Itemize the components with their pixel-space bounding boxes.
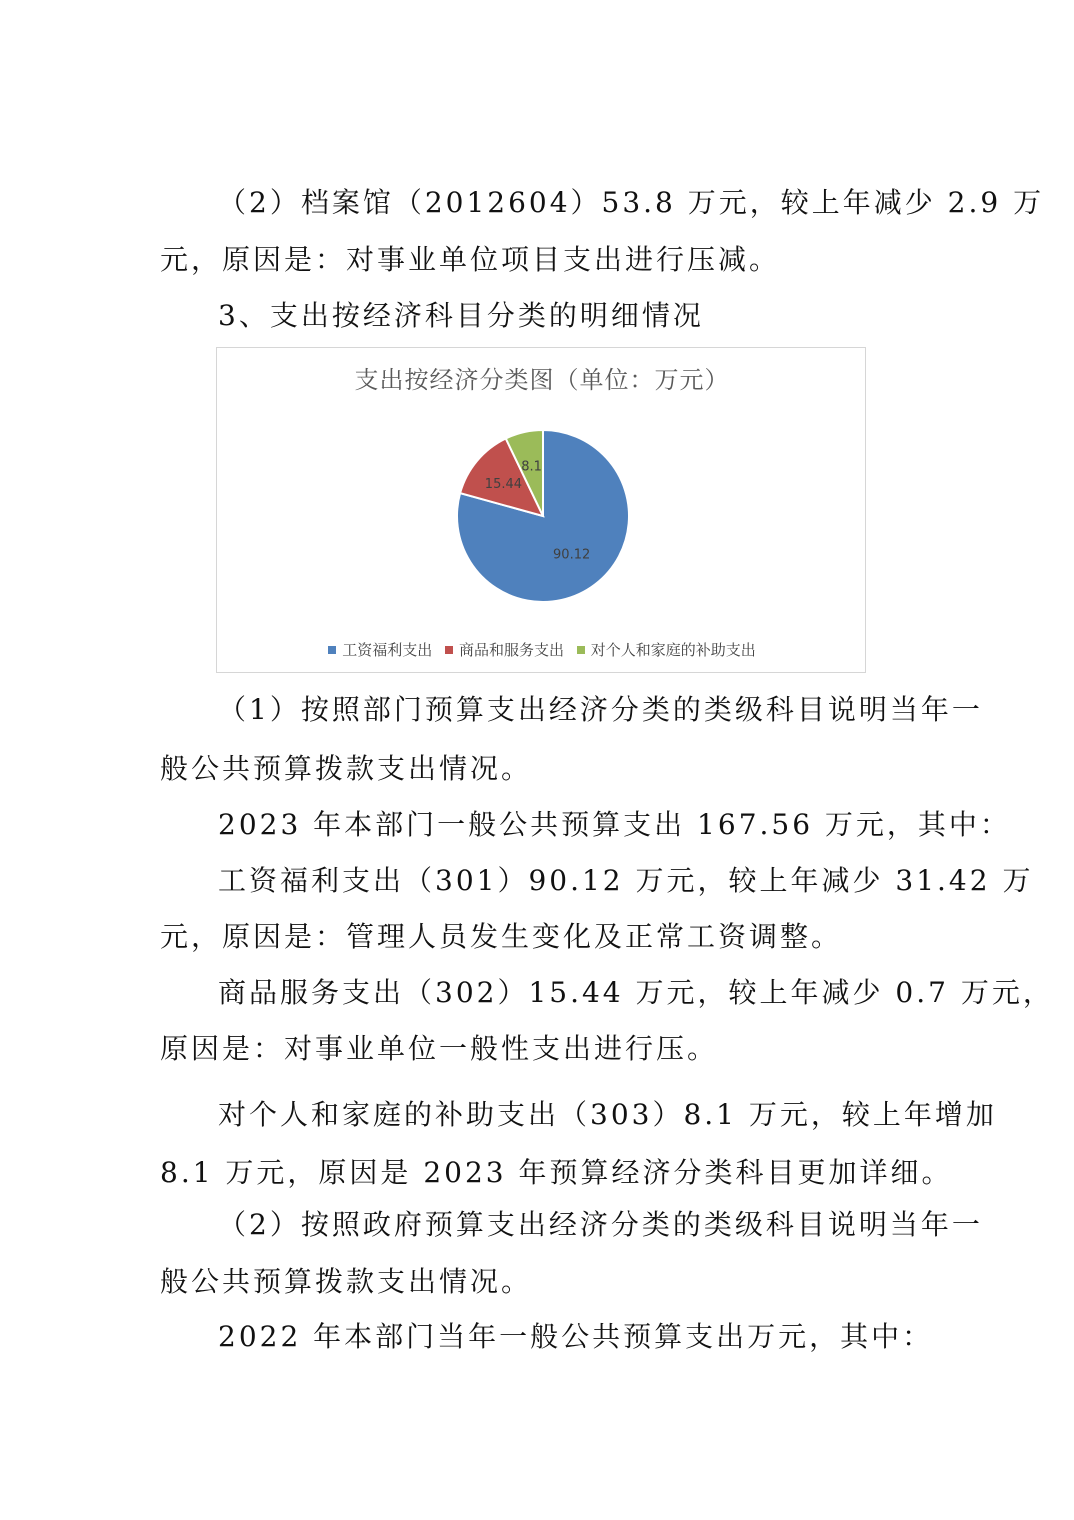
legend-item bbox=[328, 639, 432, 660]
paragraph-line: （2）按照政府预算支出经济分类的类级科目说明当年一 bbox=[218, 1208, 983, 1241]
paragraph-line: 对个人和家庭的补助支出（303）8.1 万元，较上年增加 bbox=[218, 1098, 997, 1131]
paragraph-line: 元，原因是：管理人员发生变化及正常工资调整。 bbox=[160, 920, 843, 953]
pie-chart bbox=[216, 347, 866, 673]
section-heading: 3、支出按经济科目分类的明细情况 bbox=[218, 299, 704, 332]
legend-label: 工资福利支出 bbox=[342, 641, 433, 659]
pie-data-label: 90.12 bbox=[553, 547, 591, 563]
legend-item bbox=[445, 639, 564, 660]
pie-data-label: 15.44 bbox=[484, 476, 523, 492]
paragraph-line: 般公共预算拨款支出情况。 bbox=[160, 1265, 533, 1298]
paragraph-line: 2022 年本部门当年一般公共预算支出万元，其中： bbox=[218, 1320, 934, 1353]
chart-title: 支出按经济分类图（单位：万元） bbox=[354, 366, 730, 394]
paragraph-line: 元，原因是：对事业单位项目支出进行压减。 bbox=[160, 243, 781, 276]
paragraph-line: 原因是：对事业单位一般性支出进行压。 bbox=[160, 1032, 719, 1065]
pie-chart-plot bbox=[217, 348, 867, 674]
legend-item bbox=[577, 639, 756, 660]
paragraph-line: 般公共预算拨款支出情况。 bbox=[160, 752, 533, 785]
paragraph-line: 工资福利支出（301）90.12 万元，较上年减少 31.42 万 bbox=[218, 864, 1034, 897]
chart-legend bbox=[217, 639, 867, 660]
legend-label: 商品和服务支出 bbox=[458, 641, 564, 659]
paragraph-line: 商品服务支出（302）15.44 万元，较上年减少 0.7 万元， bbox=[218, 976, 1054, 1009]
paragraph-line: （2）档案馆（2012604）53.8 万元，较上年减少 2.9 万 bbox=[218, 186, 1045, 219]
paragraph-line: （1）按照部门预算支出经济分类的类级科目说明当年一 bbox=[218, 693, 983, 726]
pie-data-label: 8.1 bbox=[521, 459, 542, 475]
paragraph-line: 8.1 万元，原因是 2023 年预算经济分类科目更加详细。 bbox=[160, 1156, 953, 1189]
legend-swatch bbox=[445, 646, 453, 654]
legend-swatch bbox=[577, 646, 585, 654]
legend-label: 对个人和家庭的补助支出 bbox=[590, 641, 756, 659]
legend-swatch bbox=[328, 646, 336, 654]
paragraph-line: 2023 年本部门一般公共预算支出 167.56 万元，其中： bbox=[218, 808, 1011, 841]
